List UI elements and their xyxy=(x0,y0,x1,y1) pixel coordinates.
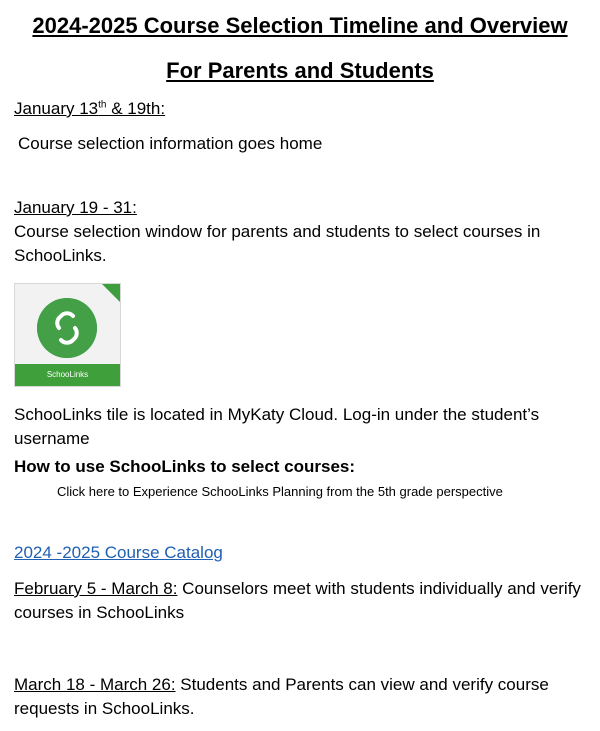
schoolinks-tile[interactable] xyxy=(14,283,121,387)
jan19-text: Course selection window for parents and students to select courses in SchooLinks. xyxy=(14,222,541,265)
mar-entry xyxy=(14,673,584,721)
mar-date: March 18 - March 26: xyxy=(14,675,176,694)
schoolinks-logo-icon xyxy=(37,298,97,358)
jan19-date: January 19 - 31: xyxy=(14,198,137,217)
feb-date: February 5 - March 8: xyxy=(14,579,178,598)
jan13-date xyxy=(14,97,165,121)
tile-label: SchooLinks xyxy=(15,364,120,386)
tile-info-text: SchooLinks tile is located in MyKaty Cloud. Log-in under the student’s username xyxy=(14,405,540,448)
feb-text: Counselors meet with students individually and verify courses in SchooLinks xyxy=(14,579,581,622)
jan13-date-suffix: & 19th: xyxy=(106,99,166,118)
tile-corner-icon xyxy=(102,284,120,302)
mar-text: Students and Parents can view and verify course requests in SchooLinks. xyxy=(14,675,549,718)
course-catalog-link[interactable]: 2024 -2025 Course Catalog xyxy=(14,543,223,562)
jan13-text: Course selection information goes home xyxy=(18,134,323,153)
page-title: 2024-2025 Course Selection Timeline and Overview xyxy=(32,13,568,38)
experience-link[interactable]: Click here to Experience SchooLinks Planning from the 5th grade perspective xyxy=(57,484,503,499)
page-subtitle: For Parents and Students xyxy=(166,58,434,83)
jan13-date-main: January 13 xyxy=(14,99,99,118)
jan13-date-sup: th xyxy=(98,99,107,111)
feb-entry xyxy=(14,577,584,625)
howto-heading: How to use SchooLinks to select courses: xyxy=(14,457,356,476)
